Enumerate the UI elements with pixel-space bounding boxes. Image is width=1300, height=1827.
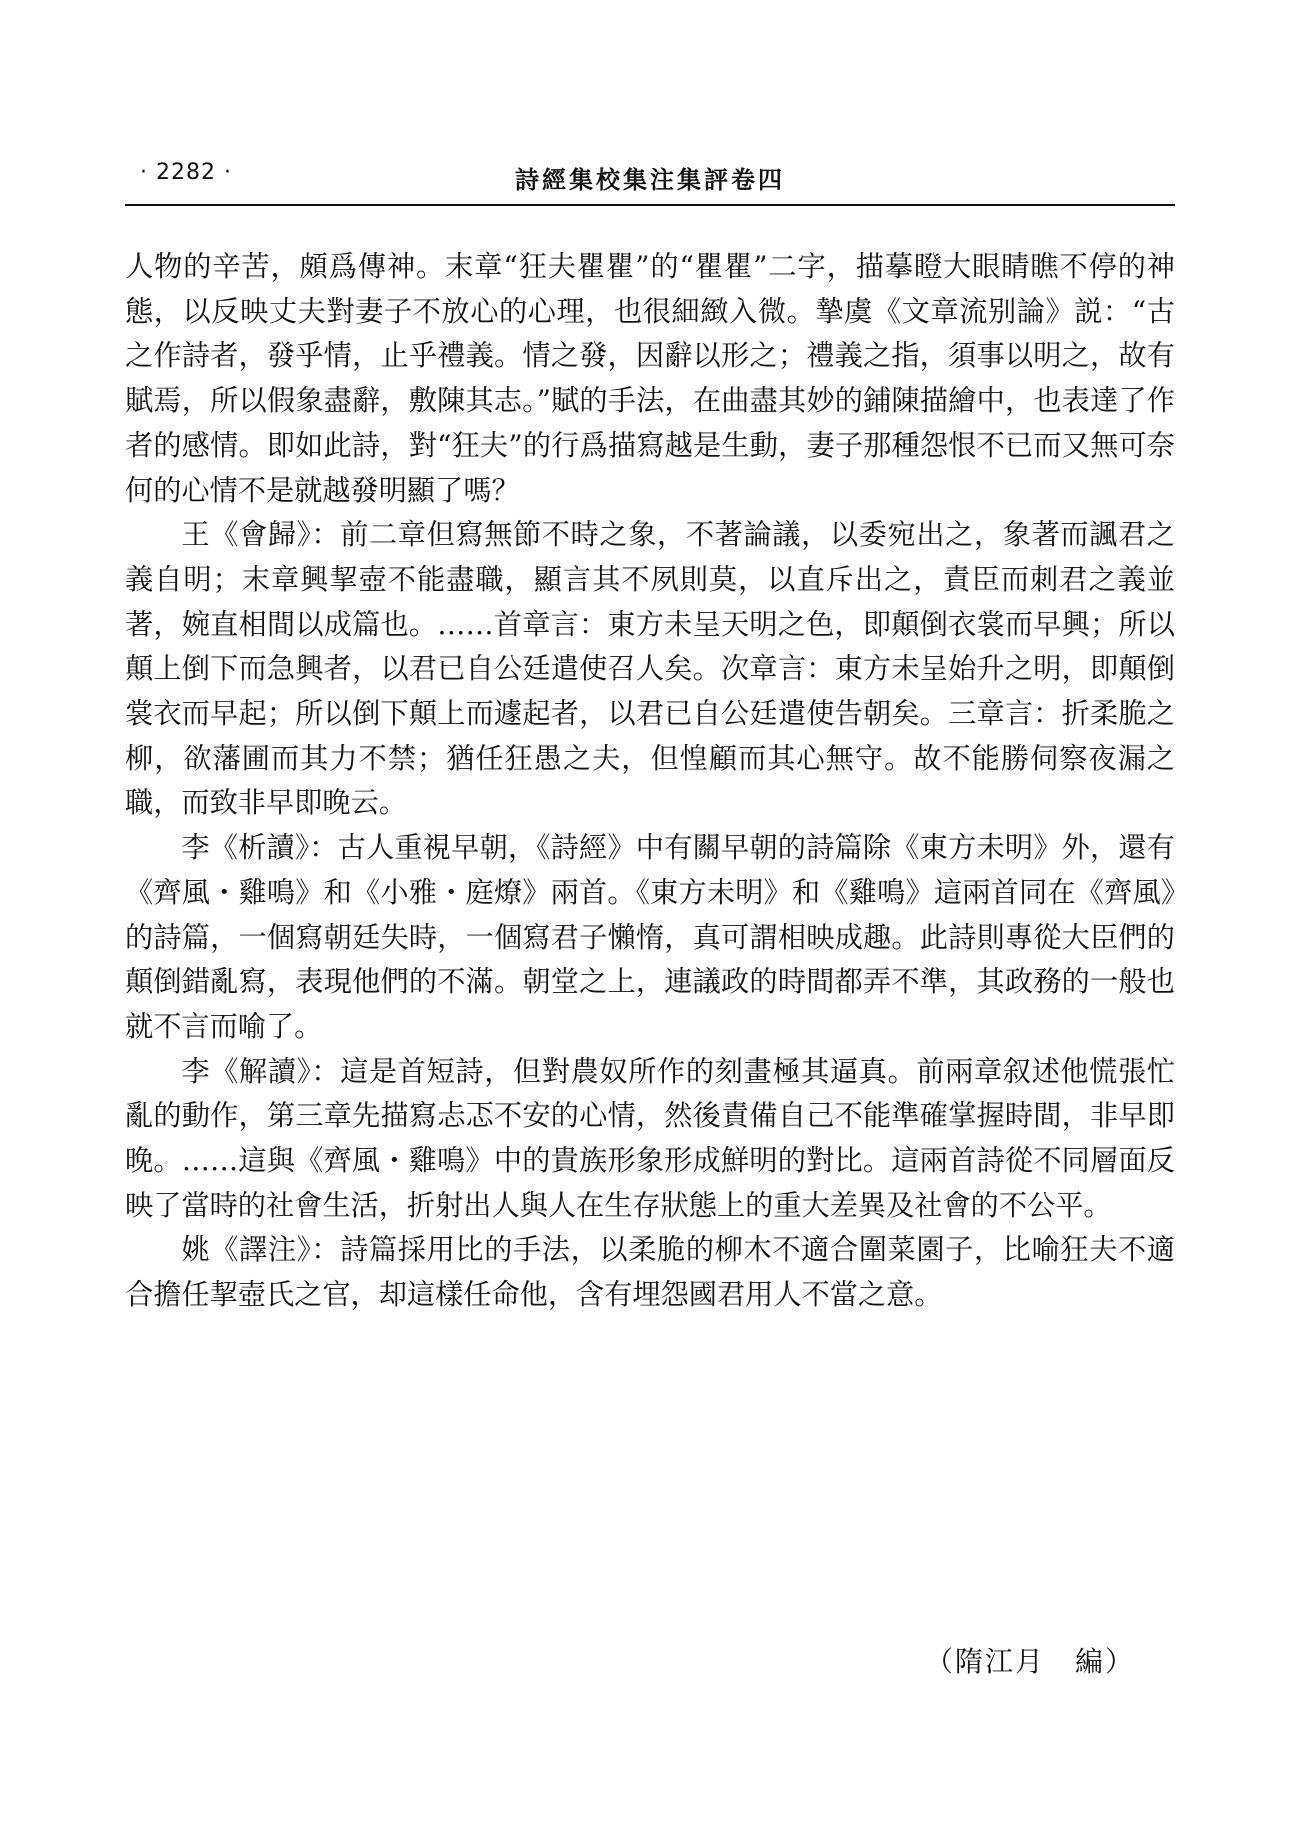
header-divider [125, 204, 1175, 206]
page-header [125, 160, 1175, 200]
body-text [125, 245, 1175, 1318]
page-number: · 2282 · [140, 160, 232, 185]
paragraph-li-xidu: 李《析讀》：古人重視早朝，《詩經》中有關早朝的詩篇除《東方未明》外，還有《齊風・雞鳴》和《小雅・庭燎》兩首。《東方未明》和《雞鳴》這兩首同在《齊風》的詩篇，一個寫朝廷失時，一個寫君子懶惰，真可謂相映成趣。此詩則專從大臣們的顛倒錯亂寫，表現他們的不滿。朝堂之上，連議政的時間都弄不準，其政務的一般也就不言而喻了。 [125, 831, 1175, 1043]
paragraph-yao-yizhu: 姚《譯注》：詩篇採用比的手法，以柔脆的柳木不適合圍菜園子，比喻狂夫不適合擔任挈壺氏之官，却這樣任命他，含有埋怨國君用人不當之意。 [125, 1233, 1175, 1312]
paragraph-continuation: 人物的辛苦，頗爲傳神。末章“狂夫瞿瞿”的“瞿瞿”二字，描摹瞪大眼睛瞧不停的神態，以反映丈夫對妻子不放心的心理，也很細緻入微。摯虞《文章流别論》説：“古之作詩者，發乎情，止乎禮義。情之發，因辭以形之；禮義之指，須事以明之，故有賦焉，所以假象盡辭，敷陳其志。”賦的手法，在曲盡其妙的鋪陳描繪中，也表達了作者的感情。即如此詩，對“狂夫”的行爲描寫越是生動，妻子那種怨恨不已而又無可奈何的心情不是就越發明顯了嗎？ [125, 250, 1175, 507]
paragraph-wang-huigui: 王《會歸》：前二章但寫無節不時之象，不著論議，以委宛出之，象著而諷君之義自明；末章興挈壺不能盡職，顯言其不夙則莫，以直斥出之，責臣而刺君之義並著，婉直相間以成篇也。……首章言：東方未呈天明之色，即顛倒衣裳而早興；所以顛上倒下而急興者，以君已自公廷遣使召人矣。次章言：東方未呈始升之明，即顛倒裳衣而早起；所以倒下顛上而遽起者，以君已自公廷遣使告朝矣。三章言：折柔脆之柳，欲藩圃而其力不禁；猶任狂愚之夫，但惶顧而其心無守。故不能勝伺察夜漏之職，而致非早即晚云。 [125, 518, 1175, 820]
editor-signature: （隋江月 編） [924, 1645, 1135, 1678]
paragraph-li-jiedu: 李《解讀》：這是首短詩，但對農奴所作的刻畫極其逼真。前兩章叙述他慌張忙亂的動作，第三章先描寫忐忑不安的心情，然後責備自己不能準確掌握時間，非早即晚。……這與《齊風・雞鳴》中的貴族形象形成鮮明的對比。這兩首詩從不同層面反映了當時的社會生活，折射出人與人在生存狀態上的重大差異及社會的不公平。 [125, 1054, 1175, 1222]
running-title: 詩經集校集注集評卷四 [515, 165, 785, 194]
